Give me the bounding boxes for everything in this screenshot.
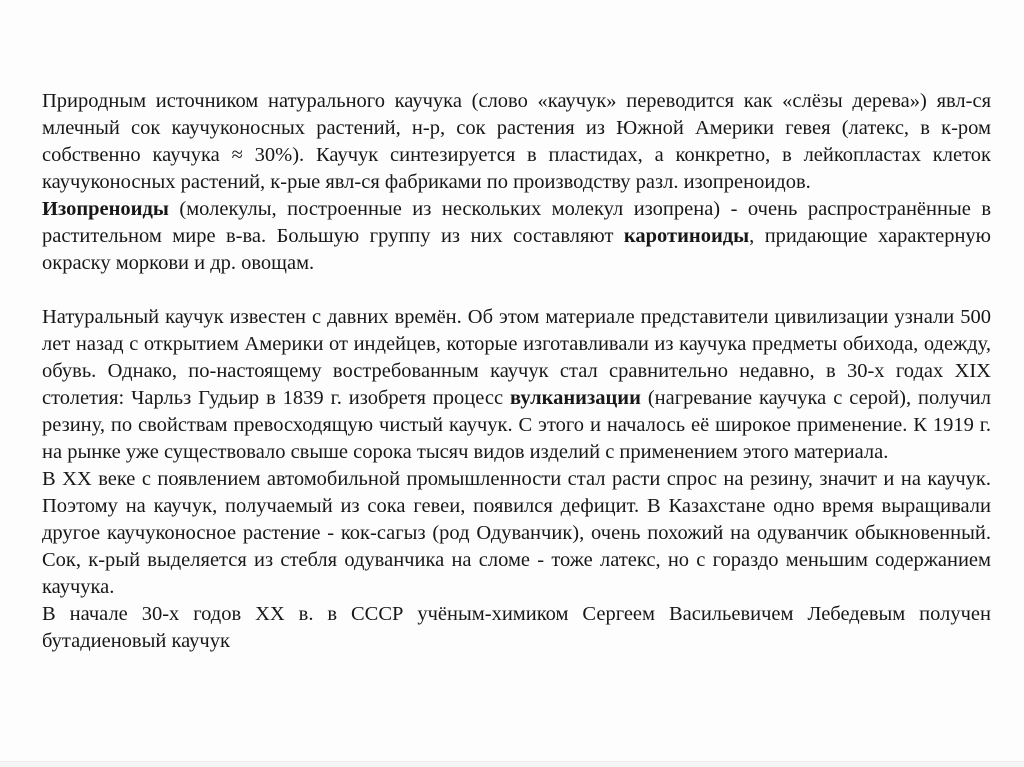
paragraph-natural-rubber-source: [42, 88, 991, 196]
text-run: (молекулы, построенные из нескольких молекул изопрена) - очень распространённые в растительном мире в-ва. Большую группу из них составляют: [42, 198, 991, 247]
text-run: (нагревание каучука с серой), получил резину, по свойствам превосходящую чистый каучук. С этого и началось её широкое применение. К 1919 г. на рынке уже существовало свыше сорока тысяч видов изделий с применением этого материала.: [42, 387, 991, 463]
text-run: В начале 30-х годов XX в. в СССР учёным-химиком Сергеем Васильевичем Лебедевым получен бутадиеновый каучук: [42, 603, 991, 652]
text-run: , придающие характерную окраску моркови и др. овощам.: [42, 225, 991, 274]
blank-line-spacer: [42, 277, 991, 304]
text-run: Натуральный каучук известен с давних времён. Об этом материале представители цивилизации узнали 500 лет назад с открытием Америки от индейцев, которые изготавливали из каучука предметы обихода, одежду, обувь. Однако, по-настоящему востребованным каучук стал сравнительно недавно, в 30-х годах XIX столетия: Чарльз Гудьир в 1839 г. изобретя процесс: [42, 306, 991, 409]
paragraph-twentieth-century-demand: [42, 466, 991, 601]
paragraph-ussr-butadiene-rubber: [42, 601, 991, 655]
bottom-edge-strip: [0, 761, 1024, 767]
term-carotenoids: каротиноиды: [623, 225, 750, 247]
term-vulcanization: вулканизации: [510, 387, 641, 409]
paragraph-rubber-history: [42, 304, 991, 466]
slide-text-block: [42, 88, 991, 655]
text-run: В XX веке с появлением автомобильной промышленности стал расти спрос на резину, значит и на каучук. Поэтому на каучук, получаемый из сока гевеи, появился дефицит. В Казахстане одно время выращивали другое каучуконосное растение - кок-сагыз (род Одуванчик), очень похожий на одуванчик обыкновенный. Сок, к-рый выделяется из стебля одуванчика на сломе - тоже латекс, но с гораздо меньшим содержанием каучука.: [42, 468, 991, 598]
term-isoprenoids: Изопреноиды: [42, 198, 169, 220]
text-run: Природным источником натурального каучука (слово «каучук» переводится как «слёзы дерева») явл-ся млечный сок каучуконосных растений, н-р, сок растения из Южной Америки гевея (латекс, в к-ром собственно каучука ≈ 30%). Каучук синтезируется в пластидах, а конкретно, в лейкопластах клеток каучуконосных растений, к-рые явл-ся фабриками по производству разл. изопреноидов.: [42, 90, 991, 193]
paragraph-isoprenoids: [42, 196, 991, 277]
